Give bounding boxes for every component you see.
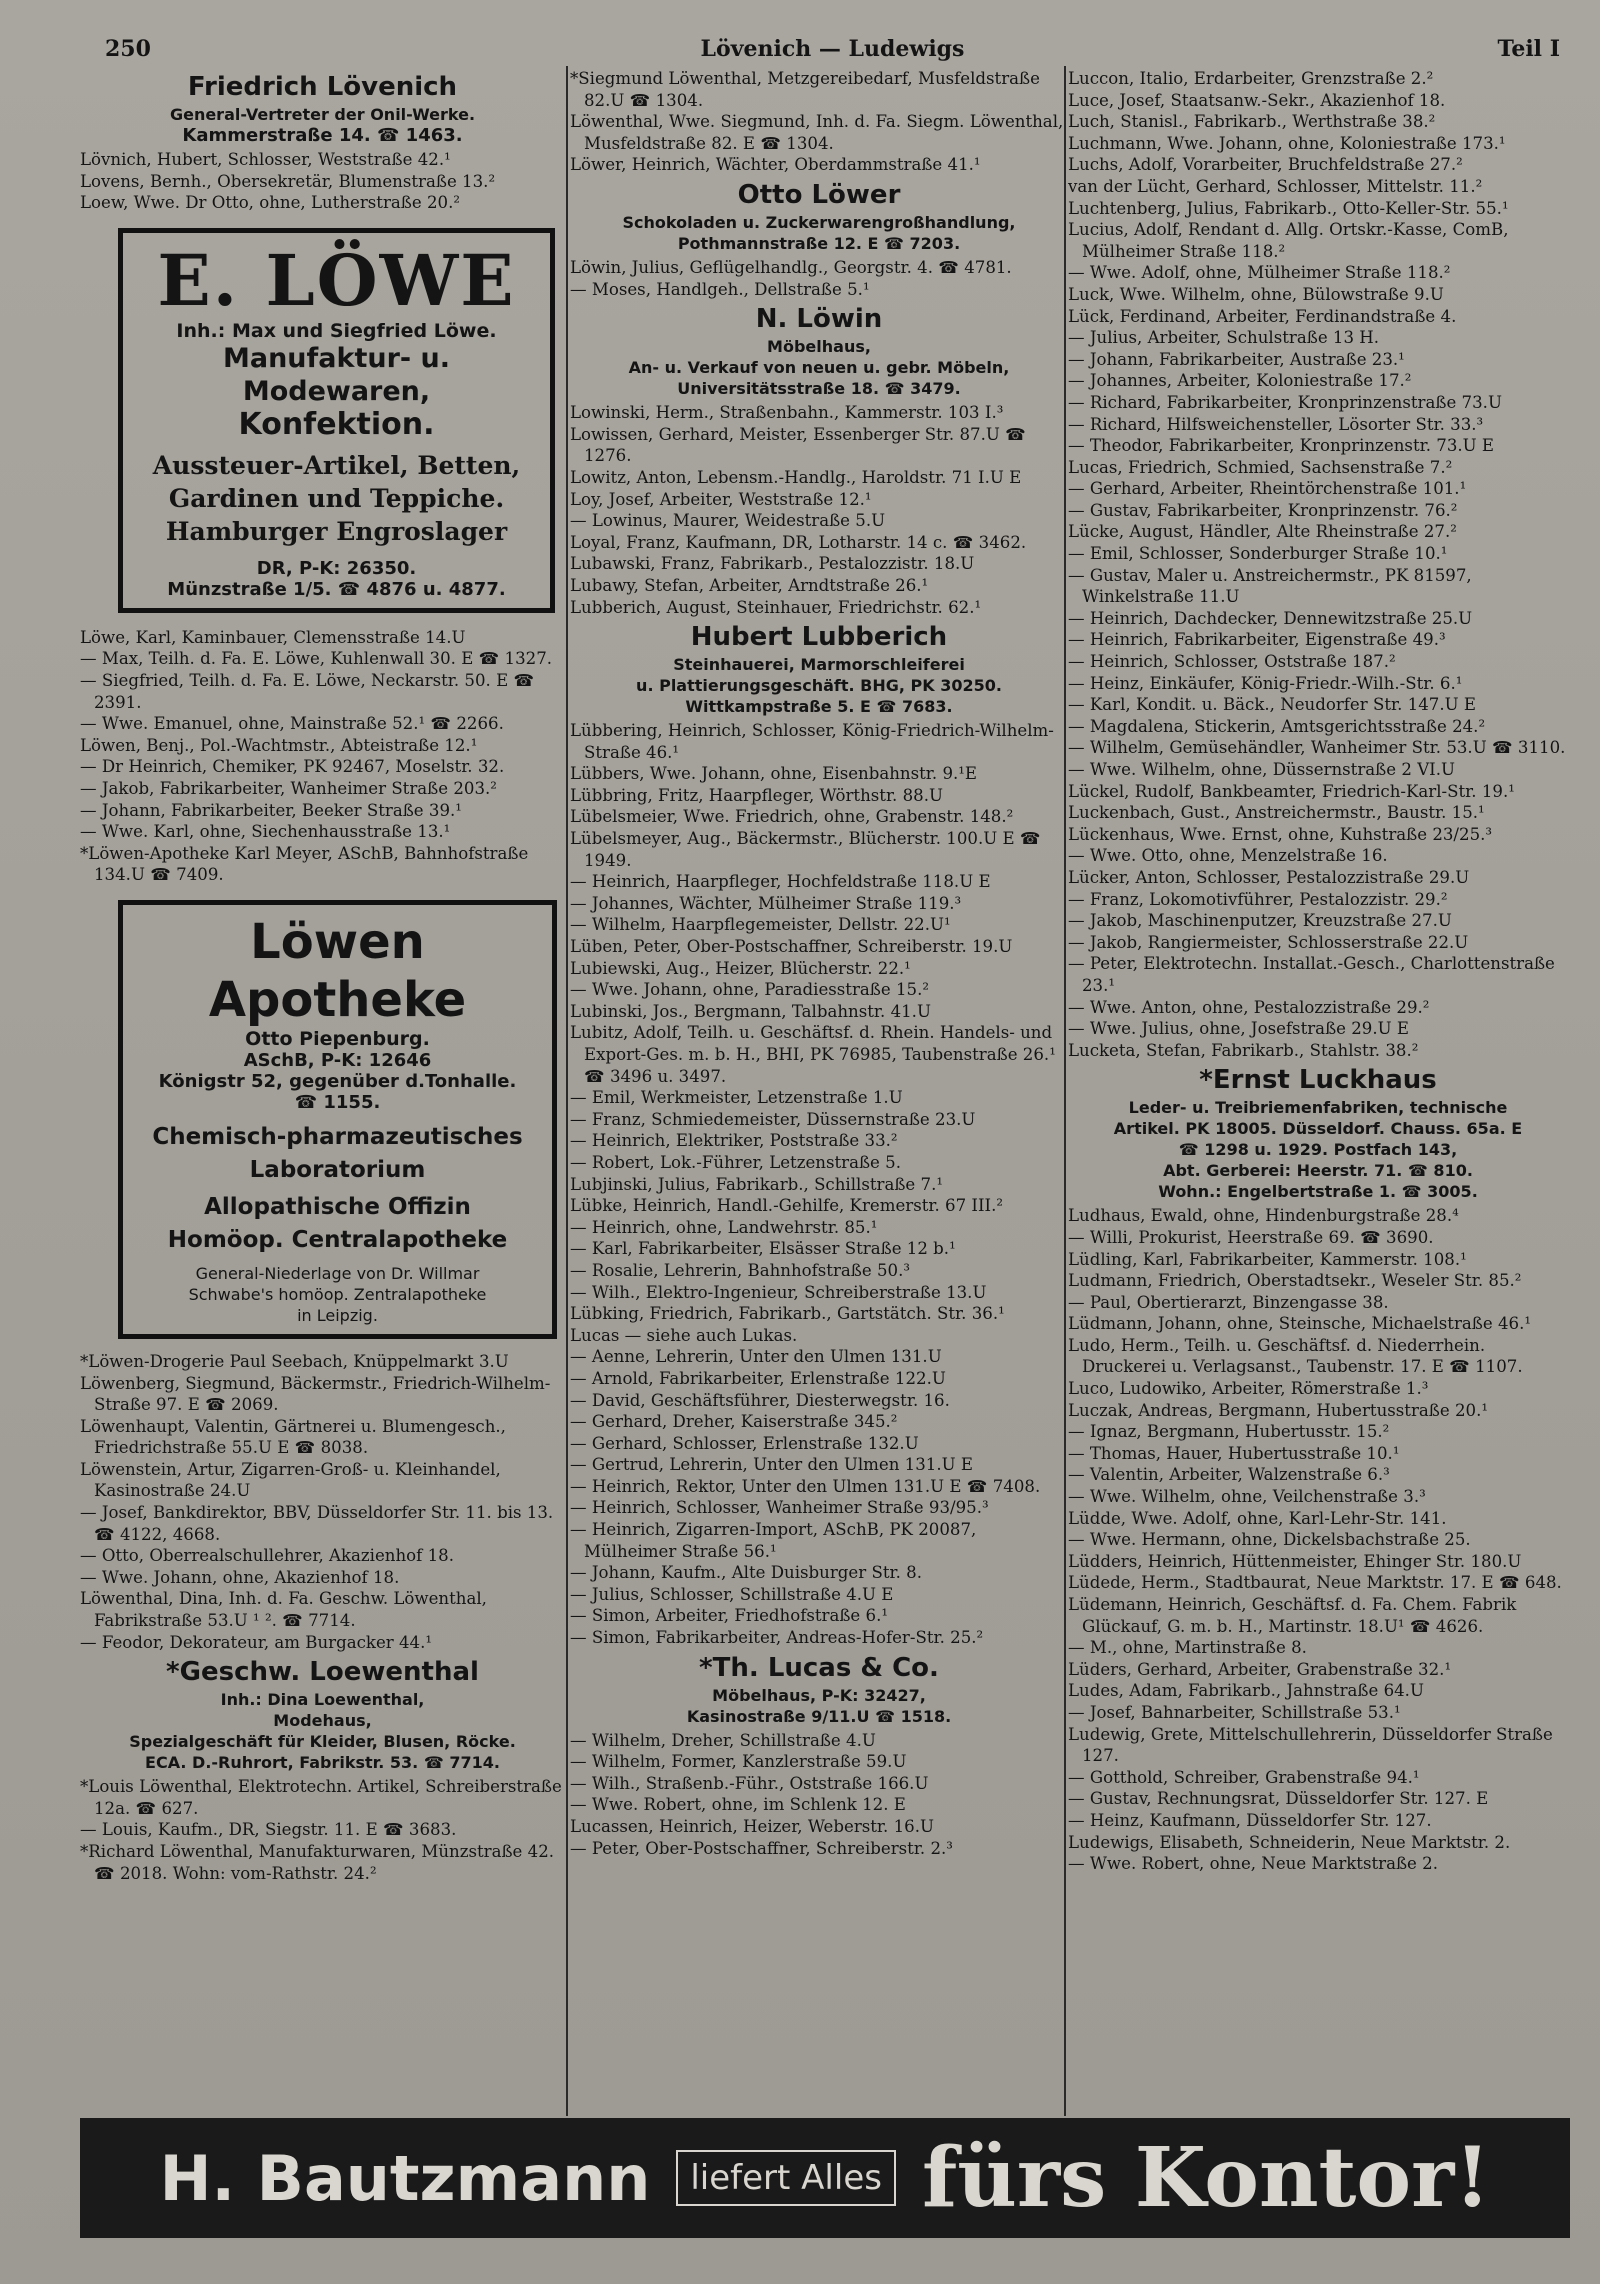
entry: — Gustav, Maler u. Anstreichermstr., PK 81597, Winkelstraße 11.U (1068, 565, 1472, 607)
ad-title: *Th. Lucas & Co. (699, 1652, 939, 1683)
entry: *Löwen-Apotheke Karl Meyer, ASchB, Bahnhofstraße 134.U ☎ 7409. (80, 843, 529, 885)
entry: — Heinrich, Haarpfleger, Hochfeldstraße 118.U E (570, 872, 991, 892)
entry: — Aenne, Lehrerin, Unter den Ulmen 131.U (570, 1347, 942, 1367)
footer-banner (80, 2118, 1570, 2238)
entry: Lucius, Adolf, Rendant d. Allg. Ortskr.-Kasse, ComB, Mülheimer Straße 118.² (1068, 220, 1509, 261)
entry: — Wilh., Straßenb.-Führ., Oststraße 166.U (570, 1773, 929, 1793)
entry-group (1068, 1205, 1568, 1874)
entry: Loew, Wwe. Dr Otto, ohne, Lutherstraße 20.² (80, 193, 461, 213)
entry: — Max, Teilh. d. Fa. E. Löwe, Kuhlenwall 30. E ☎ 1327. (80, 649, 553, 669)
entry: — Wilhelm, Haarpflegemeister, Dellstr. 22.U¹ (570, 915, 951, 935)
entry: — Peter, Ober-Postschaffner, Schreiberstr. 2.³ (570, 1838, 953, 1858)
entry: Löwenstein, Artur, Zigarren-Groß- u. Kleinhandel, Kasinostraße 24.U (80, 1459, 501, 1501)
ad-title: N. Löwin (755, 304, 883, 335)
entry: Lüdling, Karl, Fabrikarbeiter, Kammerstr. 108.¹ (1068, 1249, 1467, 1269)
entry: Lucas, Friedrich, Schmied, Sachsenstraße 7.² (1068, 457, 1453, 477)
entry: Luchmann, Wwe. Johann, ohne, Koloniestraße 173.¹ (1068, 133, 1506, 153)
ad-line: in Leipzig. (297, 1305, 378, 1325)
entry: — Karl, Fabrikarbeiter, Elsässer Straße 12 b.¹ (570, 1239, 956, 1259)
entry: Luccon, Italio, Erdarbeiter, Grenzstraße 2.² (1068, 69, 1434, 88)
entry: Löwenberg, Siegmund, Bäckermstr., Friedrich-Wilhelm-Straße 97. E ☎ 2069. (80, 1373, 551, 1415)
entry: Lubjinski, Julius, Fabrikarb., Schillstraße 7.¹ (570, 1174, 944, 1194)
entry: Lübking, Friedrich, Fabrikarb., Gartstätch. Str. 36.¹ (570, 1304, 1005, 1324)
ad-line: Schokoladen u. Zuckerwarengroßhandlung, (622, 212, 1016, 232)
entry: Lovens, Bernh., Obersekretär, Blumenstraße 13.² (80, 171, 496, 191)
entry: Löwenhaupt, Valentin, Gärtnerei u. Blumengesch., Friedrichstraße 55.U E ☎ 8038. (80, 1416, 506, 1458)
entry: — Thomas, Hauer, Hubertusstraße 10.¹ (1068, 1443, 1400, 1463)
column-rule (566, 66, 568, 2116)
entry: — Wwe. Julius, ohne, Josefstraße 29.U E (1068, 1019, 1410, 1039)
entry: — Heinrich, Schlosser, Oststraße 187.² (1068, 652, 1396, 672)
entry: Luchtenberg, Julius, Fabrikarb., Otto-Keller-Str. 55.¹ (1068, 198, 1509, 218)
entry: — Siegfried, Teilh. d. Fa. E. Löwe, Neckarstr. 50. E ☎ 2391. (80, 670, 535, 712)
entry: — Wwe. Otto, ohne, Menzelstraße 16. (1068, 846, 1388, 866)
ad-otto-lower (570, 179, 1068, 254)
entry: — Jakob, Rangiermeister, Schlosserstraße 22.U (1068, 932, 1469, 952)
entry: — Emil, Werkmeister, Letzenstraße 1.U (570, 1088, 903, 1108)
entry: — Lowinus, Maurer, Weidestraße 5.U (570, 511, 886, 531)
ad-th-lucas (570, 1652, 1068, 1727)
entry: Lüdemann, Heinrich, Geschäftsf. d. Fa. Chem. Fabrik Glückauf, G. m. b. H., Martinstr. 18.U¹ ☎ 4626. (1068, 1595, 1517, 1636)
ad-line: Wohn.: Engelbertstraße 1. ☎ 3005. (1158, 1182, 1478, 1202)
ad-geschw-loewenthal (80, 1656, 565, 1773)
entry: Lowissen, Gerhard, Meister, Essenberger Str. 87.U ☎ 1276. (570, 424, 1026, 466)
ad-e-lowe (118, 228, 555, 613)
entry: — Wwe. Johann, ohne, Akazienhof 18. (80, 1567, 400, 1587)
entry: Lüders, Gerhard, Arbeiter, Grabenstraße 32.¹ (1068, 1659, 1452, 1679)
ad-line: An- u. Verkauf von neuen u. gebr. Möbeln, (628, 358, 1010, 378)
ad-line: Homöop. Centralapotheke (167, 1226, 508, 1253)
entry: — Wilhelm, Gemüsehändler, Wanheimer Str. 53.U ☎ 3110. (1068, 738, 1566, 758)
ad-line: Pothmannstraße 12. E ☎ 7203. (677, 233, 961, 253)
entry: — Emil, Schlosser, Sonderburger Straße 10.¹ (1068, 544, 1448, 564)
entry-group (570, 257, 1068, 300)
ad-line: Möbelhaus, (767, 337, 871, 357)
entry: — M., ohne, Martinstraße 8. (1068, 1638, 1307, 1658)
entry: — Robert, Lok.-Führer, Letzenstraße 5. (570, 1152, 901, 1172)
entry: — Heinrich, Zigarren-Import, ASchB, PK 20087, Mülheimer Straße 56.¹ (570, 1520, 977, 1561)
ad-line: Otto Piepenburg. (245, 1027, 430, 1050)
ad-line: Inh.: Max und Siegfried Löwe. (176, 319, 497, 342)
entry: Lüben, Peter, Ober-Postschaffner, Schreiberstr. 19.U (570, 937, 1013, 957)
entry-group (570, 68, 1068, 176)
entry: — Feodor, Dekorateur, am Burgacker 44.¹ (80, 1632, 433, 1652)
ad-line: ☎ 1155. (294, 1091, 381, 1113)
entry: — Josef, Bahnarbeiter, Schillstraße 53.¹ (1068, 1702, 1401, 1722)
entry: Ludhaus, Ewald, ohne, Hindenburgstraße 28.⁴ (1068, 1206, 1459, 1226)
entry: Lüdmann, Johann, ohne, Steinsche, Michaelstraße 46.¹ (1068, 1314, 1532, 1334)
entry: Lücke, August, Händler, Alte Rheinstraße 27.² (1068, 522, 1457, 542)
ad-title: E. LÖWE (157, 238, 516, 322)
entry: — Josef, Bankdirektor, BBV, Düsseldorfer Str. 11. bis 13. ☎ 4122, 4668. (80, 1503, 554, 1544)
entry: — Wwe. Emanuel, ohne, Mainstraße 52.¹ ☎ 2266. (80, 714, 504, 734)
entry: — Simon, Arbeiter, Friedhofstraße 6.¹ (570, 1606, 889, 1626)
entry: Löwe, Karl, Kaminbauer, Clemensstraße 14.U (80, 627, 466, 647)
entry: — Johann, Kaufm., Alte Duisburger Str. 8. (570, 1563, 922, 1583)
ad-ernst-luckhaus (1068, 1064, 1568, 1202)
entry: Luck, Wwe. Wilhelm, ohne, Bülowstraße 9.U (1068, 284, 1444, 304)
banner-middle: liefert Alles (676, 2150, 896, 2206)
banner-slogan: fürs Kontor! (921, 2130, 1491, 2226)
ad-friedrich-lovenich (80, 71, 565, 146)
entry: — Wwe. Adolf, ohne, Mülheimer Straße 118.² (1068, 263, 1451, 283)
page-number: 250 (105, 36, 151, 62)
entry: — Heinrich, Dachdecker, Dennewitzstraße 25.U (1068, 608, 1473, 628)
entry: — Otto, Oberrealschullehrer, Akazienhof 18. (80, 1546, 454, 1566)
entry: — Heinrich, Rektor, Unter den Ulmen 131.U E ☎ 7408. (570, 1476, 1041, 1496)
entry: — Johannes, Arbeiter, Koloniestraße 17.² (1068, 371, 1412, 391)
entry: Ludewig, Grete, Mittelschullehrerin, Düsseldorfer Straße 127. (1068, 1724, 1553, 1766)
ad-line: Münzstraße 1/5. ☎ 4876 u. 4877. (167, 578, 506, 600)
entry: *Löwen-Drogerie Paul Seebach, Knüppelmarkt 3.U (80, 1351, 509, 1371)
entry: — Wwe. Anton, ohne, Pestalozzistraße 29.² (1068, 997, 1430, 1017)
entry: Lüdders, Heinrich, Hüttenmeister, Ehinger Str. 180.U (1068, 1551, 1522, 1571)
ad-title: *Ernst Luckhaus (1199, 1065, 1437, 1096)
entry: Löwer, Heinrich, Wächter, Oberdammstraße 41.¹ (570, 155, 981, 175)
entry: — Gustav, Fabrikarbeiter, Kronprinzenstr. 76.² (1068, 500, 1458, 520)
ad-line: u. Plattierungsgeschäft. BHG, PK 30250. (636, 676, 1002, 696)
ad-lowen-apotheke (118, 900, 557, 1339)
entry: — Gerhard, Arbeiter, Rheintörchenstraße 101.¹ (1068, 479, 1467, 499)
entry: Lubinski, Jos., Bergmann, Talbahnstr. 41.U (570, 1001, 931, 1021)
entry: Lubawski, Franz, Fabrikarb., Pestalozzistr. 18.U (570, 554, 975, 574)
entry-group (570, 1730, 1068, 1860)
ad-line: Spezialgeschäft für Kleider, Blusen, Röcke. (129, 1732, 516, 1752)
entry: — Heinrich, Schlosser, Wanheimer Straße 93/95.³ (570, 1498, 989, 1518)
entry: Lübbering, Heinrich, Schlosser, König-Friedrich-Wilhelm-Straße 46.¹ (570, 721, 1054, 762)
entry: — David, Geschäftsführer, Diesterwegstr. 16. (570, 1390, 950, 1410)
ad-line: Allopathische Offizin (204, 1193, 471, 1220)
ad-n-lowin (570, 303, 1068, 399)
ad-line: ☎ 1298 u. 1929. Postfach 143, (1178, 1140, 1458, 1160)
entry: — Franz, Schmiedemeister, Düssernstraße 23.U (570, 1109, 976, 1129)
entry: Lückenhaus, Wwe. Ernst, ohne, Kuhstraße 23/25.³ (1068, 824, 1493, 844)
entry: — Heinz, Kaufmann, Düsseldorfer Str. 127. (1068, 1810, 1432, 1830)
entry: Lückel, Rudolf, Bankbeamter, Friedrich-Karl-Str. 19.¹ (1068, 781, 1515, 801)
ad-line: General-Vertreter der Onil-Werke. (169, 105, 476, 124)
entry: — Heinrich, ohne, Landwehrstr. 85.¹ (570, 1217, 878, 1237)
ad-line: Universitätsstraße 18. ☎ 3479. (677, 379, 961, 399)
entry: Lucas — siehe auch Lukas. (570, 1325, 798, 1345)
ad-line: Kammerstraße 14. ☎ 1463. (182, 125, 463, 146)
entry: van der Lücht, Gerhard, Schlosser, Mittelstr. 11.² (1068, 176, 1483, 196)
entry: Lüdede, Herm., Stadtbaurat, Neue Marktstr. 17. E ☎ 648. (1068, 1573, 1562, 1593)
entry: — Wwe. Wilhelm, ohne, Veilchenstraße 3.³ (1068, 1487, 1426, 1507)
ad-title: Otto Löwer (737, 179, 901, 210)
ad-line: Hamburger Engroslager (165, 516, 508, 546)
entry: — Wilh., Elektro-Ingenieur, Schreiberstraße 13.U (570, 1282, 987, 1302)
entry: Ludewigs, Elisabeth, Schneiderin, Neue Marktstr. 2. (1068, 1832, 1511, 1852)
entry: — Franz, Lokomotivführer, Pestalozzistr. 29.² (1068, 889, 1448, 909)
entry: — Wwe. Robert, ohne, Neue Marktstraße 2. (1068, 1854, 1438, 1874)
entry: — Johann, Fabrikarbeiter, Beeker Straße 39.¹ (80, 800, 462, 820)
ad-line: Artikel. PK 18005. Düsseldorf. Chauss. 65a. E (1113, 1119, 1523, 1139)
entry: Loyal, Franz, Kaufmann, DR, Lotharstr. 14 c. ☎ 3462. (570, 532, 1027, 552)
part-label: Teil I (1497, 36, 1560, 62)
entry: — Valentin, Arbeiter, Walzenstraße 6.³ (1068, 1465, 1390, 1485)
column-2 (570, 68, 1068, 1859)
entry-group (570, 720, 1068, 1649)
entry-group (1068, 68, 1568, 1061)
column-3 (1068, 68, 1568, 1875)
entry: — Wwe. Robert, ohne, im Schlenk 12. E (570, 1795, 906, 1815)
entry: — Karl, Kondit. u. Bäck., Neudorfer Str. 147.U E (1068, 695, 1476, 715)
ad-title: Hubert Lubberich (690, 622, 948, 653)
entry: — Magdalena, Stickerin, Amtsgerichtsstraße 24.² (1068, 716, 1486, 736)
running-title: Lövenich — Ludewigs (700, 36, 965, 62)
entry: — Johannes, Wächter, Mülheimer Straße 119.³ (570, 893, 962, 913)
ad-line: Möbelhaus, P-K: 32427, (712, 1685, 926, 1705)
entry: — Gerhard, Schlosser, Erlenstraße 132.U (570, 1433, 919, 1453)
entry: Lübbers, Wwe. Johann, ohne, Eisenbahnstr. 9.¹E (570, 764, 978, 784)
entry: Lucketa, Stefan, Fabrikarb., Stahlstr. 38.² (1068, 1040, 1419, 1060)
entry: *Siegmund Löwenthal, Metzgereibedarf, Musfeldstraße 82.U ☎ 1304. (570, 69, 1040, 110)
ad-line: Modehaus, (273, 1711, 372, 1731)
ad-line: Konfektion. (238, 406, 435, 442)
entry: Ludmann, Friedrich, Oberstadtsekr., Weseler Str. 85.² (1068, 1271, 1522, 1291)
entry: Luco, Ludowiko, Arbeiter, Römerstraße 1.³ (1068, 1379, 1429, 1399)
entry: — Julius, Arbeiter, Schulstraße 13 H. (1068, 328, 1380, 348)
ad-line: Steinhauerei, Marmorschleiferei (673, 655, 965, 675)
ad-hubert-lubberich (570, 621, 1068, 717)
ad-line: Kasinostraße 9/11.U ☎ 1518. (686, 1706, 952, 1726)
entry: Ludo, Herm., Teilh. u. Geschäftsf. d. Niederrhein. Druckerei u. Verlagsanst., Taubenstr. 17. E ☎ 1107. (1068, 1335, 1523, 1377)
ad-line: Aussteuer-Artikel, Betten, (152, 450, 521, 480)
entry: — Moses, Handlgeh., Dellstraße 5.¹ (570, 279, 870, 299)
entry: — Rosalie, Lehrerin, Bahnhofstraße 50.³ (570, 1260, 911, 1280)
entry: Luce, Josef, Staatsanw.-Sekr., Akazienhof 18. (1068, 90, 1446, 110)
ad-line: Schwabe's homöop. Zentralapotheke (188, 1284, 487, 1304)
entry-group (80, 1776, 565, 1884)
entry: Lücker, Anton, Schlosser, Pestalozzistraße 29.U (1068, 867, 1470, 887)
entry: Luch, Stanisl., Fabrikarb., Werthstraße 38.² (1068, 112, 1436, 132)
entry: *Richard Löwenthal, Manufakturwaren, Münzstraße 42. ☎ 2018. Wohn: vom-Rathstr. 24.² (80, 1842, 555, 1883)
entry: — Wwe. Johann, ohne, Paradiesstraße 15.² (570, 980, 930, 1000)
entry: Luckenbach, Gust., Anstreichermstr., Baustr. 15.¹ (1068, 803, 1485, 823)
entry: — Dr Heinrich, Chemiker, PK 92467, Moselstr. 32. (80, 757, 505, 777)
entry: Lucassen, Heinrich, Heizer, Weberstr. 16.U (570, 1817, 934, 1836)
entry: — Wwe. Wilhelm, ohne, Düssernstraße 2 VI.U (1068, 760, 1455, 779)
running-header (105, 36, 1560, 66)
entry: — Richard, Hilfsweichensteller, Lösorter Str. 33.³ (1068, 414, 1484, 434)
ad-line: Inh.: Dina Loewenthal, (220, 1690, 425, 1710)
ad-line: Gardinen und Teppiche. (168, 483, 505, 513)
entry: — Gustav, Rechnungsrat, Düsseldorfer Str. 127. E (1068, 1789, 1489, 1809)
entry: — Willi, Prokurist, Heerstraße 69. ☎ 3690. (1068, 1227, 1434, 1247)
entry: Ludes, Adam, Fabrikarb., Jahnstraße 64.U (1068, 1681, 1424, 1701)
entry-group (570, 402, 1068, 618)
entry: — Julius, Schlosser, Schillstraße 4.U E (570, 1584, 894, 1604)
column-1 (80, 68, 565, 1884)
entry: Lübbring, Fritz, Haarpfleger, Wörthstr. 88.U (570, 785, 943, 805)
entry: — Arnold, Fabrikarbeiter, Erlenstraße 122.U (570, 1368, 946, 1388)
ad-line: Laboratorium (249, 1156, 426, 1183)
entry: Lubawy, Stefan, Arbeiter, Arndtstraße 26.¹ (570, 575, 929, 595)
entry: Lowitz, Anton, Lebensm.-Handlg., Haroldstr. 71 I.U E (570, 467, 1022, 487)
ad-line: DR, P-K: 26350. (256, 557, 417, 579)
entry-group (80, 1351, 565, 1653)
entry-group (80, 149, 565, 214)
ad-line: Chemisch-pharmazeutisches (152, 1123, 523, 1150)
entry: Lubiewski, Aug., Heizer, Blücherstr. 22.¹ (570, 958, 911, 978)
ad-line: Wittkampstraße 5. E ☎ 7683. (685, 697, 953, 717)
entry: — Louis, Kaufm., DR, Siegstr. 11. E ☎ 3683. (80, 1820, 457, 1840)
entry: — Wwe. Hermann, ohne, Dickelsbachstraße 25. (1068, 1530, 1471, 1550)
entry: — Jakob, Maschinenputzer, Kreuzstraße 27.U (1068, 911, 1452, 931)
ad-title: *Geschw. Loewenthal (166, 1657, 479, 1688)
entry: Lück, Ferdinand, Arbeiter, Ferdinandstraße 4. (1068, 306, 1457, 326)
entry: Lübelsmeyer, Aug., Bäckermstr., Blücherstr. 100.U E ☎ 1949. (570, 829, 1041, 870)
entry: — Peter, Elektrotechn. Installat.-Gesch., Charlottenstraße 23.¹ (1068, 954, 1555, 995)
entry: — Jakob, Fabrikarbeiter, Wanheimer Straße 203.² (80, 778, 497, 798)
entry: Lüdde, Wwe. Adolf, ohne, Karl-Lehr-Str. 141. (1068, 1508, 1447, 1528)
entry: — Paul, Obertierarzt, Binzengasse 38. (1068, 1292, 1389, 1312)
entry: — Heinz, Einkäufer, König-Friedr.-Wilh.-Str. 6.¹ (1068, 673, 1463, 693)
entry: Lubitz, Adolf, Teilh. u. Geschäftsf. d. Rhein. Handels- und Export-Ges. m. b. H., BHI, PK 76985, Taubenstraße 26.¹ ☎ 3496 u. 3497. (570, 1023, 1056, 1086)
ad-line: General-Niederlage von Dr. Willmar (195, 1263, 480, 1283)
entry: — Johann, Fabrikarbeiter, Austraße 23.¹ (1068, 349, 1405, 369)
ad-title: Friedrich Lövenich (187, 72, 458, 102)
entry: — Heinrich, Fabrikarbeiter, Eigenstraße 49.³ (1068, 630, 1446, 650)
entry: Löwenthal, Dina, Inh. d. Fa. Geschw. Löwenthal, Fabrikstraße 53.U ¹ ². ☎ 7714. (80, 1589, 487, 1631)
ad-line: Leder- u. Treibriemenfabriken, technische (1128, 1098, 1508, 1118)
entry: Lubberich, August, Steinhauer, Friedrichstr. 62.¹ (570, 597, 982, 617)
entry: — Wilhelm, Dreher, Schillstraße 4.U (570, 1730, 876, 1750)
ad-title: Löwen Apotheke (208, 913, 467, 1028)
entry: Lowinski, Herm., Straßenbahn., Kammerstr. 103 I.³ (570, 403, 1004, 423)
entry: Luczak, Andreas, Bergmann, Hubertusstraße 20.¹ (1068, 1400, 1488, 1420)
entry: Lübke, Heinrich, Handl.-Gehilfe, Kremerstr. 67 III.² (570, 1196, 1004, 1216)
entry: — Heinrich, Elektriker, Poststraße 33.² (570, 1131, 898, 1151)
entry: — Richard, Fabrikarbeiter, Kronprinzenstraße 73.U (1068, 392, 1502, 412)
ad-line: ECA. D.-Ruhrort, Fabrikstr. 53. ☎ 7714. (145, 1753, 500, 1773)
ad-line: ASchB, P-K: 12646 (243, 1049, 432, 1071)
entry: — Wwe. Karl, ohne, Siechenhausstraße 13.¹ (80, 822, 451, 842)
entry: Luchs, Adolf, Vorarbeiter, Bruchfeldstraße 27.² (1068, 155, 1463, 175)
entry: Löwenthal, Wwe. Siegmund, Inh. d. Fa. Siegm. Löwenthal, Musfeldstraße 82. E ☎ 1304. (570, 112, 1064, 153)
entry: — Theodor, Fabrikarbeiter, Kronprinzenstr. 73.U E (1068, 436, 1495, 456)
ad-line: Abt. Gerberei: Heerstr. 71. ☎ 810. (1163, 1161, 1473, 1181)
entry: Lövnich, Hubert, Schlosser, Weststraße 42.¹ (80, 150, 451, 169)
entry: — Gotthold, Schreiber, Grabenstraße 94.¹ (1068, 1767, 1420, 1787)
entry: — Gertrud, Lehrerin, Unter den Ulmen 131.U E (570, 1455, 973, 1475)
entry-group (80, 627, 565, 886)
entry: Loy, Josef, Arbeiter, Weststraße 12.¹ (570, 489, 872, 509)
entry: — Wilhelm, Former, Kanzlerstraße 59.U (570, 1752, 907, 1772)
entry: Lübelsmeier, Wwe. Friedrich, ohne, Grabenstr. 148.² (570, 807, 1014, 827)
ad-line: Königstr 52, gegenüber d.Tonhalle. (158, 1070, 517, 1092)
entry: Löwin, Julius, Geflügelhandlg., Georgstr. 4. ☎ 4781. (570, 257, 1012, 277)
ad-line: Manufaktur- u. Modewaren, (223, 342, 450, 407)
banner-company: H. Bautzmann (159, 2141, 651, 2215)
entry: — Simon, Fabrikarbeiter, Andreas-Hofer-Str. 25.² (570, 1628, 984, 1648)
entry: — Ignaz, Bergmann, Hubertusstr. 15.² (1068, 1422, 1390, 1442)
entry: *Louis Löwenthal, Elektrotechn. Artikel, Schreiberstraße 12a. ☎ 627. (80, 1777, 562, 1818)
entry: — Gerhard, Dreher, Kaiserstraße 345.² (570, 1412, 898, 1432)
entry: Löwen, Benj., Pol.-Wachtmstr., Abteistraße 12.¹ (80, 735, 478, 755)
